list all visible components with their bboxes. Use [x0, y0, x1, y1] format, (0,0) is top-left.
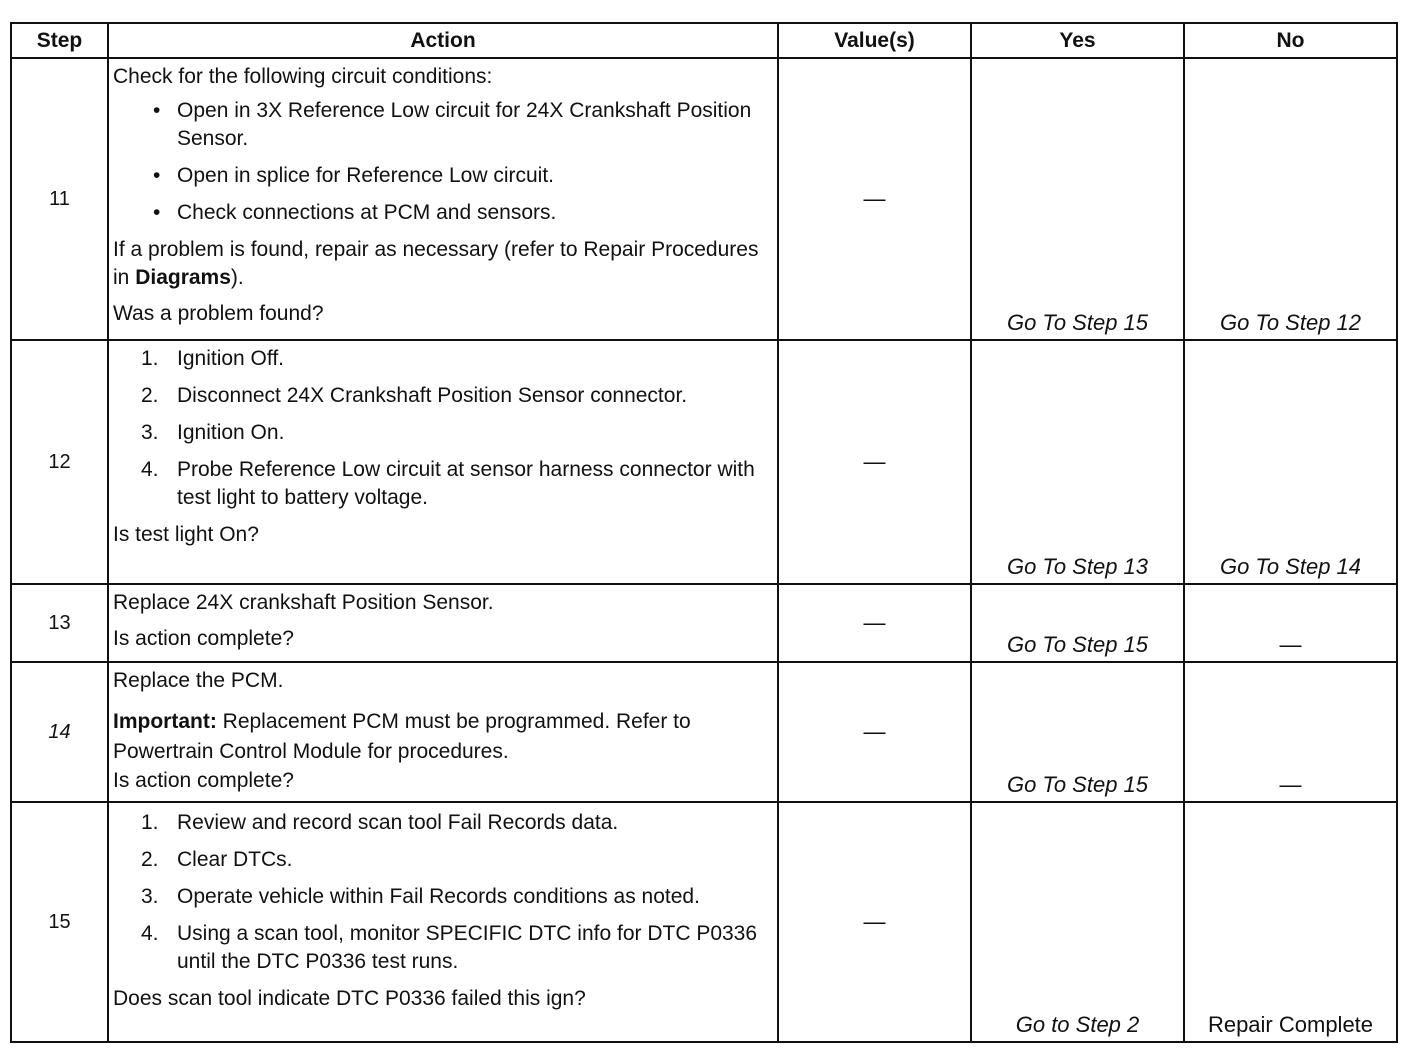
- value-cell: —: [778, 584, 971, 662]
- value-cell: —: [778, 802, 971, 1042]
- numbered-item: 1. Review and record scan tool Fail Records data.: [141, 811, 619, 834]
- header-row: [11, 23, 1397, 58]
- numbered-item: 3. Ignition On.: [141, 421, 285, 444]
- action-intro: Check for the following circuit conditions:: [113, 65, 493, 88]
- action-cell: [108, 584, 778, 662]
- bullet-item: • Check connections at PCM and sensors.: [113, 199, 771, 227]
- numbered-item: 4. Probe Reference Low circuit at sensor harness connector with test light to battery voltage.: [141, 458, 755, 509]
- important-note: [113, 707, 771, 767]
- no-result: —: [1184, 584, 1397, 662]
- action-cell: [108, 58, 778, 340]
- numbered-item-text: Using a scan tool, monitor SPECIFIC DTC info for DTC P0336 until the DTC P0336 test runs.: [177, 922, 758, 973]
- yes-result: Go to Step 2: [971, 802, 1184, 1042]
- header-step: Step: [11, 23, 108, 58]
- numbered-item-text: Ignition On.: [177, 421, 285, 444]
- table-row-step-13: [11, 584, 1397, 662]
- repair-note-prefix: If a problem is found, repair as necessary (refer to Repair Procedures in: [113, 238, 759, 289]
- numbered-item-text: Review and record scan tool Fail Records data.: [177, 811, 619, 834]
- step-number: 15: [11, 802, 108, 1042]
- step-number: 12: [11, 340, 108, 584]
- numbered-list: [113, 809, 771, 976]
- bullet-list: [113, 97, 771, 227]
- value-cell: —: [778, 340, 971, 584]
- action-question: Is action complete?: [113, 627, 294, 650]
- table-row-step-11: [11, 58, 1397, 340]
- table-row-step-12: [11, 340, 1397, 584]
- bullet-item: • Open in splice for Reference Low circuit.: [113, 162, 771, 190]
- no-result: —: [1184, 662, 1397, 802]
- numbered-item-text: Probe Reference Low circuit at sensor harness connector with test light to battery voltage.: [177, 458, 755, 509]
- action-text: Replace 24X crankshaft Position Sensor.: [113, 591, 494, 614]
- action-question: Is action complete?: [113, 769, 294, 792]
- table-row-step-15: [11, 802, 1397, 1042]
- repair-note-bold: Diagrams: [135, 266, 231, 289]
- repair-note: [113, 236, 771, 292]
- numbered-item-text: Disconnect 24X Crankshaft Position Sensor connector.: [177, 384, 688, 407]
- action-question: Is test light On?: [113, 523, 259, 546]
- repair-note-suffix: ).: [230, 266, 244, 289]
- step-number: 14: [11, 662, 108, 802]
- numbered-item-text: Clear DTCs.: [177, 848, 293, 871]
- value-cell: —: [778, 662, 971, 802]
- header-values: Value(s): [778, 23, 971, 58]
- numbered-item: 1. Ignition Off.: [141, 347, 285, 370]
- value-cell: —: [778, 58, 971, 340]
- yes-result: Go To Step 15: [971, 58, 1184, 340]
- numbered-list: [113, 345, 771, 512]
- action-cell: [108, 662, 778, 802]
- numbered-item: 2. Disconnect 24X Crankshaft Position Sensor connector.: [141, 384, 688, 407]
- diagnostic-table: [10, 22, 1398, 1043]
- action-cell: [108, 802, 778, 1042]
- header-action: Action: [108, 23, 778, 58]
- step-number: 13: [11, 584, 108, 662]
- no-result: Go To Step 14: [1184, 340, 1397, 584]
- numbered-item-text: Ignition Off.: [177, 347, 285, 370]
- action-cell: [108, 340, 778, 584]
- action-question: Does scan tool indicate DTC P0336 failed this ign?: [113, 987, 586, 1010]
- action-text: Replace the PCM.: [113, 669, 284, 692]
- action-question: Was a problem found?: [113, 302, 324, 325]
- numbered-item: 3. Operate vehicle within Fail Records conditions as noted.: [141, 885, 700, 908]
- yes-result: Go To Step 15: [971, 662, 1184, 802]
- header-yes: Yes: [971, 23, 1184, 58]
- no-result: Go To Step 12: [1184, 58, 1397, 340]
- numbered-item: 2. Clear DTCs.: [141, 848, 293, 871]
- table-row-step-14: [11, 662, 1397, 802]
- bullet-item: • Open in 3X Reference Low circuit for 24X Crankshaft Position Sensor.: [113, 97, 771, 153]
- yes-result: Go To Step 15: [971, 584, 1184, 662]
- step-number: 11: [11, 58, 108, 340]
- important-text: Replacement PCM must be programmed. Refer to Powertrain Control Module for procedures.: [113, 710, 691, 763]
- important-label: Important:: [113, 710, 217, 733]
- numbered-item-text: Operate vehicle within Fail Records conditions as noted.: [177, 885, 700, 908]
- no-result: Repair Complete: [1184, 802, 1397, 1042]
- header-no: No: [1184, 23, 1397, 58]
- yes-result: Go To Step 13: [971, 340, 1184, 584]
- numbered-item: 4. Using a scan tool, monitor SPECIFIC DTC info for DTC P0336 until the DTC P0336 test runs.: [141, 922, 758, 973]
